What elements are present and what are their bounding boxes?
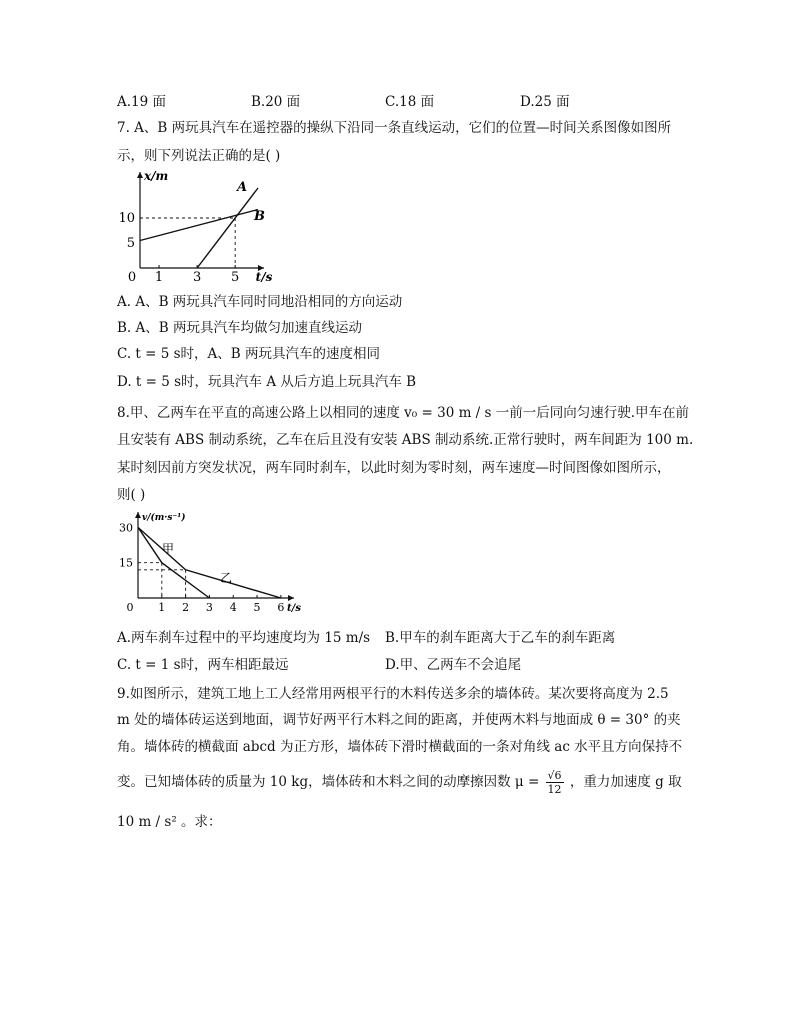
series-label-2: 乙 bbox=[220, 571, 233, 585]
x-tick-label: 3 bbox=[192, 270, 202, 285]
q7-option-c: C. t = 5 s时，A、B 两玩具汽车的速度相同 bbox=[117, 346, 381, 362]
y-tick-label: 10 bbox=[118, 211, 135, 226]
y-axis-label: x/m bbox=[144, 171, 169, 183]
series-label-2: B bbox=[254, 209, 265, 224]
q6-option-c: C.18 面 bbox=[385, 94, 435, 110]
q8-stem-line1: 8.甲、乙两车在平直的高速公路上以相同的速度 v₀ = 30 m / s 一前一后同向匀速行驶.甲车在前 bbox=[117, 405, 690, 421]
mu-numerator: √6 bbox=[547, 769, 562, 782]
series-label-1: 甲 bbox=[162, 542, 175, 556]
x-tick-label: 3 bbox=[205, 601, 213, 614]
q7-position-time-chart bbox=[116, 171, 276, 286]
q6-option-b: B.20 面 bbox=[251, 94, 301, 110]
q8-option-b: B.甲车的刹车距离大于乙车的刹车距离 bbox=[385, 630, 616, 646]
y-axis-arrow bbox=[137, 172, 143, 178]
y-tick-label: 5 bbox=[126, 236, 135, 251]
mu-fraction bbox=[546, 769, 564, 796]
x-tick-label: 5 bbox=[231, 270, 240, 285]
series-line-2 bbox=[138, 527, 281, 598]
q8-option-d: D.甲、乙两车不会追尾 bbox=[385, 657, 522, 673]
q6-options bbox=[117, 92, 677, 112]
mu-denominator: 12 bbox=[547, 783, 562, 796]
q7-stem-line2: 示，则下列说法正确的是( ) bbox=[117, 148, 281, 164]
x-axis-label: t/s bbox=[287, 603, 301, 614]
x-tick-label: 4 bbox=[229, 601, 237, 614]
q9-line4-part2: ，重力加速度 g 取 bbox=[569, 774, 682, 790]
y-axis-arrow bbox=[135, 512, 141, 518]
q8-velocity-time-chart bbox=[116, 508, 301, 618]
series-line-2 bbox=[140, 210, 258, 241]
q7-option-d: D. t = 5 s时，玩具汽车 A 从后方追上玩具汽车 B bbox=[117, 374, 417, 390]
q9-line1: 9.如图所示，建筑工地上工人经常用两根平行的木料传送多余的墙体砖。某次要将高度为 2.5 bbox=[117, 686, 669, 702]
q7-option-a: A. A、B 两玩具汽车同时同地沿相同的方向运动 bbox=[117, 294, 403, 310]
q7-option-b: B. A、B 两玩具汽车均做匀加速直线运动 bbox=[117, 320, 362, 336]
x-tick-label: 2 bbox=[182, 601, 190, 614]
q6-option-d: D.25 面 bbox=[520, 94, 570, 110]
q9-line5: 10 m / s² 。求： bbox=[117, 814, 222, 830]
q8-stem-line4: 则( ) bbox=[117, 487, 146, 503]
q7-stem-line1: 7. A、B 两玩具汽车在遥控器的操纵下沿同一条直线运动，它们的位置—时间关系图像如图所 bbox=[117, 120, 672, 136]
series-line-1 bbox=[138, 527, 209, 598]
x-tick-label: 6 bbox=[277, 601, 285, 614]
y-tick-label: 15 bbox=[119, 556, 133, 570]
q9-line4-part1: 变。已知墙体砖的质量为 10 kg，墙体砖和木料之间的动摩擦因数 μ = bbox=[117, 774, 540, 790]
q9-line2: m 处的墙体砖运送到地面，调节好两平行木料之间的距离，并使两木料与地面成 θ = 30° 的夹 bbox=[117, 712, 681, 728]
q8-stem-line2: 且安装有 ABS 制动系统，乙车在后且没有安装 ABS 制动系统.正常行驶时，两车间距为 100 m. bbox=[117, 432, 694, 448]
q8-stem-line3: 某时刻因前方突发状况，两车同时刹车，以此时刻为零时刻，两车速度—时间图像如图所示， bbox=[117, 460, 671, 476]
q9-line3: 角。墙体砖的横截面 abcd 为正方形，墙体砖下滑时横截面的一条对角线 ac 水平且方向保持不 bbox=[117, 739, 683, 755]
x-tick-label: 1 bbox=[158, 601, 166, 614]
q8-option-a: A.两车刹车过程中的平均速度均为 15 m/s bbox=[117, 630, 371, 646]
x-axis-arrow bbox=[288, 595, 294, 601]
x-axis-label: t/s bbox=[255, 270, 273, 284]
x-tick-label: 1 bbox=[154, 270, 164, 285]
series-label-1: A bbox=[237, 180, 248, 195]
q6-option-a: A.19 面 bbox=[117, 94, 167, 110]
x-tick-label: 5 bbox=[253, 601, 261, 614]
origin-label: 0 bbox=[127, 270, 137, 285]
origin-label: 0 bbox=[126, 601, 134, 614]
q9-line4 bbox=[117, 768, 682, 796]
y-axis-label: v/(m·s⁻¹) bbox=[142, 513, 186, 523]
y-tick-label: 30 bbox=[119, 521, 133, 535]
q8-option-c: C. t = 1 s时，两车相距最远 bbox=[117, 657, 289, 673]
series-line-1 bbox=[197, 188, 258, 268]
